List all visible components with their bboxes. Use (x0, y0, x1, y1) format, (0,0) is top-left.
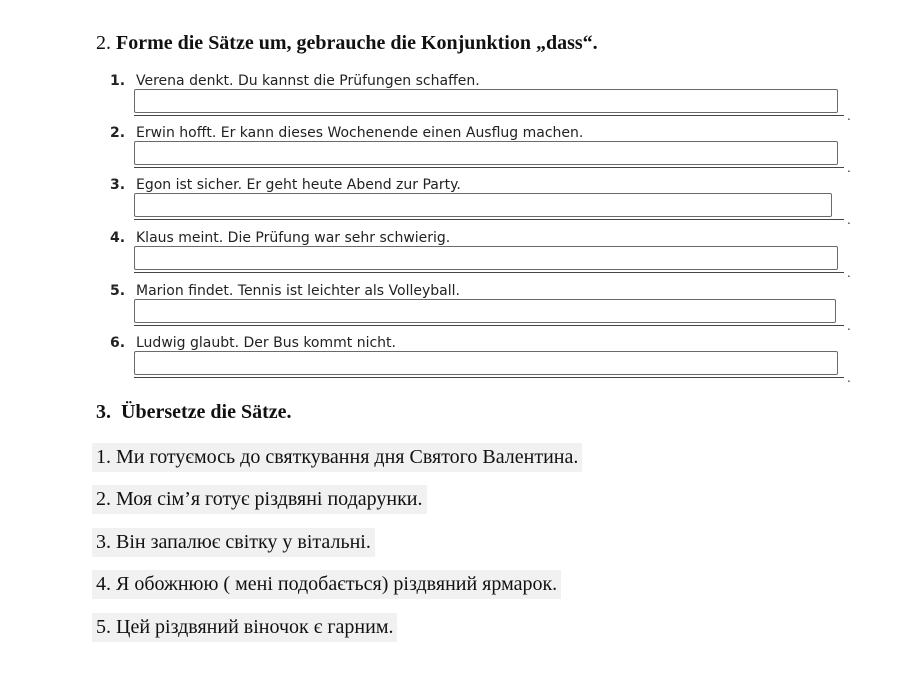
exercise-item-3 (108, 177, 853, 229)
answer-underline (134, 167, 844, 168)
task-3-title: Übersetze die Sätze. (121, 401, 292, 423)
item-number: 5. (110, 283, 126, 299)
task-3-number: 3. (96, 401, 111, 423)
answer-field-2[interactable] (134, 141, 838, 165)
exercise-item-4 (108, 230, 853, 282)
answer-field-6[interactable] (134, 351, 838, 375)
item-prompt: Verena denkt. Du kannst die Prüfungen schaffen. (136, 73, 480, 89)
answer-underline (134, 325, 844, 326)
item-number: 2. (110, 125, 126, 141)
line-end-dot: . (847, 266, 851, 280)
exercise-item-6 (108, 335, 853, 387)
item-number: 1. (110, 73, 126, 89)
translation-sentence-2: 2. Моя сім’я готує різдвяні подарунки. (92, 485, 427, 514)
answer-underline (134, 115, 844, 116)
answer-field-4[interactable] (134, 246, 838, 270)
answer-field-5[interactable] (134, 299, 836, 323)
exercise-item-1 (108, 73, 853, 125)
line-end-dot: . (847, 371, 851, 385)
item-prompt: Marion findet. Tennis ist leichter als Volleyball. (136, 283, 460, 299)
translation-sentence-4: 4. Я обожнюю ( мені подобається) різдвяний ярмарок. (92, 570, 561, 599)
exercise-item-5 (108, 283, 853, 335)
translation-sentence-3: 3. Він запалює світку у вітальні. (92, 528, 375, 557)
item-number: 3. (110, 177, 126, 193)
translation-sentence-5: 5. Цей різдвяний віночок є гарним. (92, 613, 397, 642)
item-prompt: Egon ist sicher. Er geht heute Abend zur Party. (136, 177, 461, 193)
answer-underline (134, 219, 844, 220)
line-end-dot: . (847, 319, 851, 333)
item-prompt: Ludwig glaubt. Der Bus kommt nicht. (136, 335, 396, 351)
line-end-dot: . (847, 213, 851, 227)
item-number: 4. (110, 230, 126, 246)
answer-field-3[interactable] (134, 193, 832, 217)
translation-sentence-1: 1. Ми готуємось до святкування дня Святого Валентина. (92, 443, 582, 472)
task-2-number: 2. (96, 32, 111, 54)
task-3-heading (96, 401, 292, 424)
answer-field-1[interactable] (134, 89, 838, 113)
task-2-heading (96, 32, 598, 55)
line-end-dot: . (847, 109, 851, 123)
exercise-item-2 (108, 125, 853, 177)
item-prompt: Klaus meint. Die Prüfung war sehr schwierig. (136, 230, 451, 246)
answer-underline (134, 377, 844, 378)
line-end-dot: . (847, 161, 851, 175)
answer-underline (134, 272, 844, 273)
task-2-title: Forme die Sätze um, gebrauche die Konjunktion „dass“. (116, 32, 598, 54)
item-prompt: Erwin hofft. Er kann dieses Wochenende einen Ausflug machen. (136, 125, 584, 141)
item-number: 6. (110, 335, 126, 351)
